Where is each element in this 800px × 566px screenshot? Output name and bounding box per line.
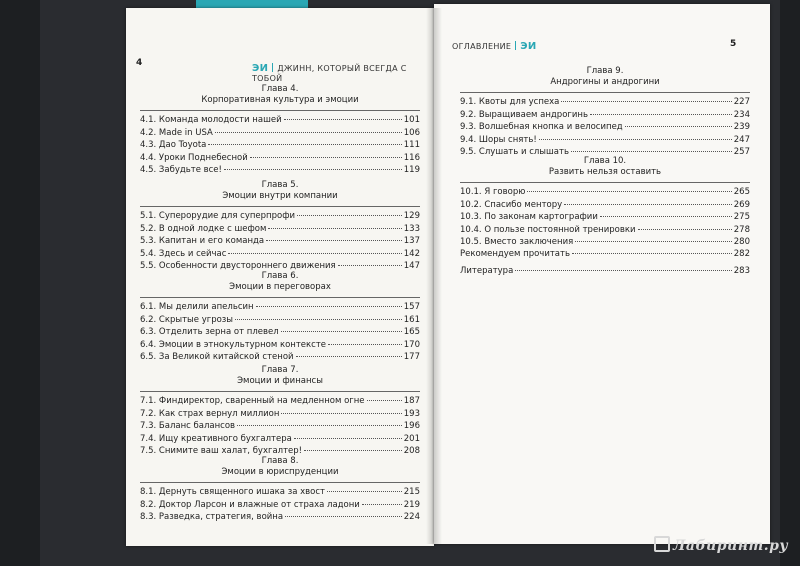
chapter-4 [140,84,420,177]
contents-header: ОГЛАВЛЕНИЕ [452,42,512,51]
page-number-left: 4 [136,58,143,68]
toc-entry[interactable]: 9.3. Волшебная кнопка и велосипед 239 [460,122,750,133]
chapter-rule [460,92,750,93]
toc-entry[interactable]: 6.3. Отделить зерна от плевел 165 [140,327,420,338]
chapter-6 [140,271,420,364]
chapter-5 [140,180,420,273]
chapter-7 [140,365,420,458]
toc-entry[interactable]: 10.1. Я говорю 265 [460,187,750,197]
toc-entry[interactable]: 7.2. Как страх вернул миллион 193 [140,408,420,419]
recommended-reading [460,248,750,261]
chapter-title: Глава 6. [261,271,299,281]
toc-entry[interactable]: 8.3. Разведка, стратегия, война 224 [140,512,420,523]
toc-entry[interactable]: 9.5. Слушать и слышать 257 [460,147,750,158]
toc-entry[interactable]: 5.1. Суперорудие для суперпрофи 129 [140,211,420,221]
toc-entry[interactable]: 6.4. Эмоции в этнокультурном контексте 170 [140,339,420,350]
toc-entry[interactable]: Литература 283 [460,266,750,276]
toc-entry[interactable]: 5.2. В одной лодке с шефом 133 [140,223,420,234]
chapter-subtitle: Эмоции внутри компании [222,191,338,201]
chapter-rule [140,297,420,298]
page-number-right: 5 [730,39,737,49]
chapter-subtitle: Эмоции и финансы [237,376,323,386]
book-title-header: ДЖИНН, КОТОРЫЙ ВСЕГДА С ТОБОЙ [252,64,407,83]
chapter-10 [460,156,750,249]
toc-entry[interactable]: 4.1. Команда молодости нашей 101 [140,115,420,125]
toc-entry[interactable]: 4.2. Made in USA 106 [140,127,420,138]
running-header-right [452,41,537,52]
running-header-left [252,63,434,83]
book-spine-shadow [426,8,442,544]
chapter-title: Глава 10. [583,156,627,166]
toc-entry[interactable]: 8.2. Доктор Ларсон и влажные от страха ладони 219 [140,499,420,510]
chapter-title: Глава 9. [586,66,624,76]
toc-entry[interactable]: 4.4. Уроки Поднебесной 116 [140,152,420,163]
toc-entry[interactable]: 10.4. О пользе постоянной тренировки 278 [460,224,750,235]
toc-entry[interactable]: 6.1. Мы делили апельсин 157 [140,302,420,312]
chapter-title: Глава 4. [261,84,299,94]
chapter-title: Глава 7. [261,365,299,375]
toc-entry[interactable]: 4.5. Забудьте все! 119 [140,165,420,176]
toc-entry[interactable]: 8.1. Дернуть священного ишака за хвост 215 [140,487,420,497]
chapter-title: Глава 8. [261,456,299,466]
toc-entry[interactable]: 7.4. Ищу креативного бухгалтера 201 [140,433,420,444]
toc-entry[interactable]: 10.3. По законам картографии 275 [460,212,750,223]
left-page [126,8,434,546]
toc-entry[interactable]: 9.4. Шоры снять! 247 [460,134,750,145]
chapter-subtitle: Развить нельзя оставить [548,167,662,177]
chapter-subtitle: Эмоции в переговорах [229,282,331,292]
toc-entry[interactable]: 7.3. Баланс балансов 196 [140,421,420,432]
toc-entry[interactable]: 7.5. Снимите ваш халат, бухгалтер! 208 [140,446,420,457]
chapter-subtitle: Эмоции в юриспруденции [221,467,339,477]
toc-entry[interactable]: 10.2. Спасибо ментору 269 [460,199,750,210]
toc-entry[interactable]: 9.2. Выращиваем андрогинь 234 [460,109,750,120]
header-separator [272,63,273,72]
toc-entry[interactable]: 5.3. Капитан и его команда 137 [140,236,420,247]
toc-entry[interactable]: 5.4. Здесь и сейчас 142 [140,248,420,259]
toc-entry[interactable]: 6.2. Скрытые угрозы 161 [140,314,420,325]
bibliography [460,265,750,278]
chapter-rule [140,110,420,111]
series-logo: ЭИ [520,41,537,52]
chapter-subtitle: Корпоративная культура и эмоции [201,95,359,105]
chapter-rule [140,482,420,483]
toc-entry[interactable]: 7.1. Финдиректор, сваренный на медленном огне 187 [140,396,420,406]
chapter-rule [140,206,420,207]
series-logo: ЭИ [252,63,269,74]
toc-entry[interactable]: 5.5. Особенности двустороннего движения 147 [140,261,420,272]
right-page [434,4,770,544]
toc-entry[interactable]: 6.5. За Великой китайской стеной 177 [140,352,420,363]
labirint-logo-icon [654,536,670,552]
chapter-rule [460,182,750,183]
chapter-8 [140,456,420,524]
chapter-9 [460,66,750,159]
toc-entry[interactable]: 10.5. Вместо заключения 280 [460,237,750,248]
site-watermark: Лабиринт.ру [654,536,788,554]
chapter-subtitle: Андрогины и андрогини [550,77,660,87]
chapter-title: Глава 5. [261,180,299,190]
toc-entry[interactable]: 4.3. Дао Toyota 111 [140,140,420,151]
toc-entry[interactable]: 9.1. Квоты для успеха 227 [460,97,750,107]
header-separator [515,41,516,50]
chapter-rule [140,391,420,392]
toc-entry[interactable]: Рекомендуем прочитать 282 [460,249,750,259]
